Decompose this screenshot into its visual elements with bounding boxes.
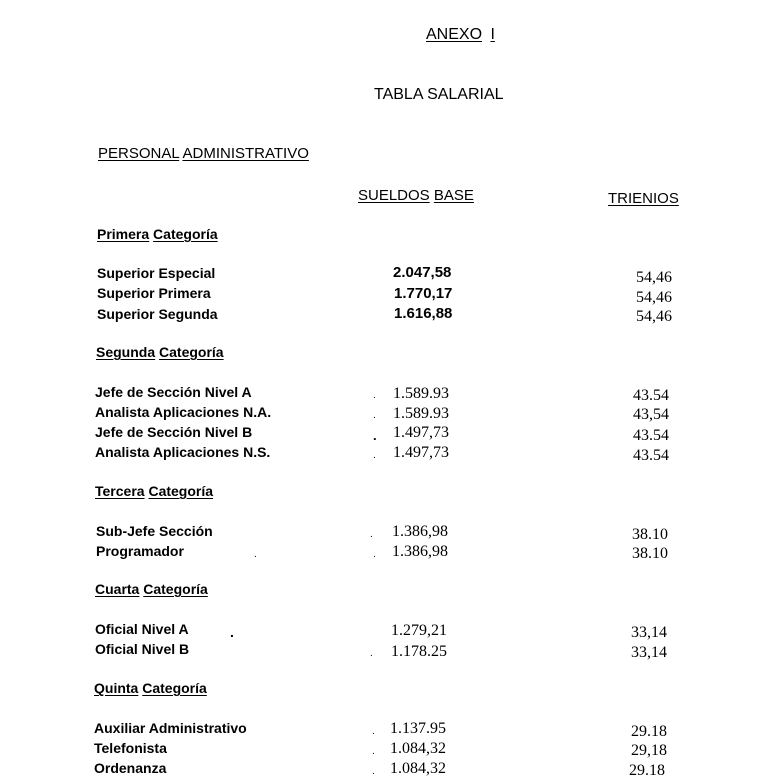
leader-dot: . <box>373 428 377 443</box>
row-label: Oficial Nivel B <box>95 641 190 657</box>
trienio-value: 43.54 <box>633 387 669 404</box>
row-label: Auxiliar Administrativo <box>94 720 247 736</box>
leader-dot: . <box>372 726 375 737</box>
trienios-header <box>608 190 679 207</box>
category-word-1: Quinta <box>94 680 139 696</box>
sueldos-base-header <box>358 187 474 204</box>
leader-dot: . <box>373 549 376 560</box>
trienio-value: 33,14 <box>631 644 667 661</box>
sueldo-value: 1.084,32 <box>390 760 446 777</box>
row-label: Jefe de Sección Nivel B <box>95 424 253 440</box>
sueldo-value: 1.178.25 <box>391 643 447 660</box>
category-word-2: Categoría <box>148 483 214 499</box>
sueldo-value: 1.386,98 <box>392 543 448 560</box>
sueldo-value: 2.047,58 <box>393 264 452 281</box>
sueldo-value: 1.589.93 <box>393 405 449 422</box>
leader-dot: . <box>373 390 376 401</box>
section-title-word-2: ADMINISTRATIVO <box>182 145 309 162</box>
category-word-1: Cuarta <box>95 581 140 597</box>
sueldo-value: 1.137.95 <box>390 720 446 737</box>
sueldo-value: 1.279,21 <box>391 622 447 639</box>
trienio-value: 29,18 <box>631 742 667 759</box>
sueldo-value: 1.497,73 <box>393 424 449 441</box>
row-label: Superior Primera <box>97 285 211 301</box>
page-title: TABLA SALARIAL <box>374 86 504 103</box>
leader-dot: . <box>370 529 373 540</box>
category-word-2: Categoría <box>143 581 208 597</box>
leader-dot: . <box>254 549 257 560</box>
leader-dot: . <box>372 746 375 757</box>
trienio-value: 43,54 <box>633 406 669 423</box>
category-heading <box>96 344 224 360</box>
trienios-header-text: TRIENIOS <box>608 190 679 207</box>
trienio-value: 33,14 <box>631 624 667 641</box>
category-word-1: Segunda <box>96 344 156 360</box>
category-heading <box>97 226 218 242</box>
category-heading <box>95 581 208 597</box>
annex-word: ANEXO <box>426 26 483 43</box>
sueldo-value: 1.497,73 <box>393 444 449 461</box>
row-label: Ordenanza <box>94 760 167 776</box>
sueldo-value: 1.770,17 <box>394 285 453 302</box>
category-word-2: Categoría <box>159 344 224 360</box>
section-title <box>98 145 309 162</box>
row-label: Sub-Jefe Sección <box>96 523 213 539</box>
category-word-1: Tercera <box>95 483 145 499</box>
sueldo-value: 1.589.93 <box>393 385 449 402</box>
leader-dot: . <box>370 648 373 659</box>
row-label: Superior Especial <box>97 265 216 281</box>
trienio-value: 54,46 <box>636 289 672 306</box>
trienio-value: 43.54 <box>633 447 669 464</box>
trienio-value: 38.10 <box>632 526 668 543</box>
row-label: Oficial Nivel A <box>95 621 189 637</box>
trienio-value: 29.18 <box>631 723 667 740</box>
section-title-word-1: PERSONAL <box>98 145 180 162</box>
sueldo-value: 1.386,98 <box>392 523 448 540</box>
annex-number: I <box>490 26 495 43</box>
trienio-value: 43.54 <box>633 427 669 444</box>
category-heading <box>95 483 213 499</box>
trienio-value: 54,46 <box>636 269 672 286</box>
category-word-2: Categoría <box>142 680 207 696</box>
trienio-value: 38.10 <box>632 545 668 562</box>
leader-dot: . <box>373 450 376 461</box>
trienio-value: 29.18 <box>629 762 665 779</box>
row-label: Telefonista <box>94 740 167 756</box>
leader-dot: . <box>230 624 234 640</box>
sueldo-value: 1.084,32 <box>390 740 446 757</box>
row-label: Programador <box>96 543 184 559</box>
category-heading <box>94 680 207 696</box>
sueldo-value: 1.616,88 <box>394 305 453 322</box>
row-label: Superior Segunda <box>97 306 218 322</box>
annex-heading <box>426 26 495 44</box>
sueldos-header-word-2: BASE <box>433 187 474 204</box>
sueldos-header-word-1: SUELDOS <box>358 187 430 204</box>
row-label: Analista Aplicaciones N.A. <box>95 404 272 420</box>
category-word-2: Categoría <box>153 226 218 242</box>
trienio-value: 54,46 <box>636 308 672 325</box>
leader-dot: . <box>372 766 375 777</box>
leader-dot: . <box>373 410 376 421</box>
category-word-1: Primera <box>97 226 150 242</box>
row-label: Jefe de Sección Nivel A <box>95 384 252 400</box>
row-label: Analista Aplicaciones N.S. <box>95 444 271 460</box>
